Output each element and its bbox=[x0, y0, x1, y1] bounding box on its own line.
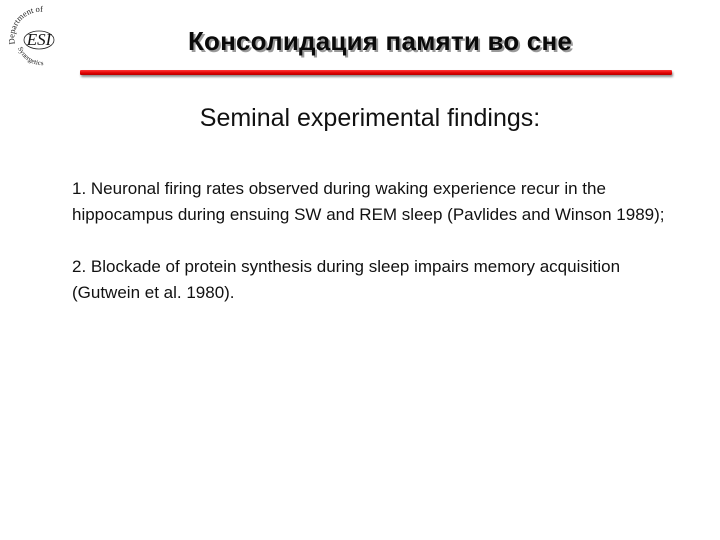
title-underline bbox=[80, 70, 672, 75]
department-logo bbox=[6, 4, 74, 72]
findings-list bbox=[72, 176, 682, 332]
logo-arc-top-text: Department of bbox=[6, 4, 44, 46]
slide-subtitle: Seminal experimental findings: bbox=[199, 104, 541, 132]
finding-item-1: 1. Neuronal firing rates observed during waking experience recur in the hippocampus during ensuing SW and REM sleep (Pavlides and Winson 1989); bbox=[72, 179, 665, 224]
finding-item-2: 2. Blockade of protein synthesis during sleep impairs memory acquisition (Gutwein et al. 1980). bbox=[72, 257, 621, 302]
logo-arc-bottom-text: Synergetics bbox=[16, 45, 44, 68]
logo-center-text: ESI bbox=[26, 30, 52, 49]
slide-title: Консолидация памяти во сне bbox=[187, 26, 573, 56]
